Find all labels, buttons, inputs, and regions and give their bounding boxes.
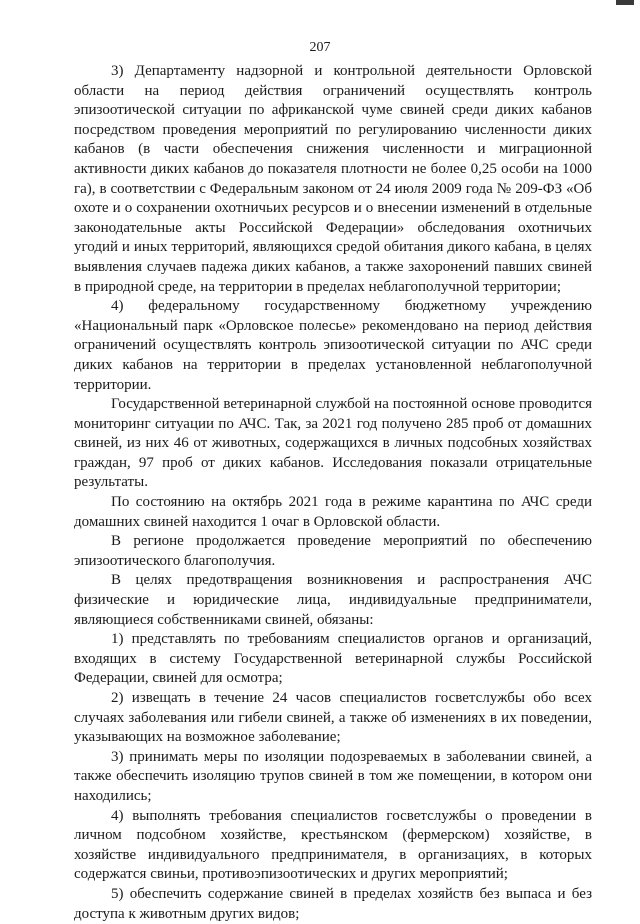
obligation-item-3: 3) принимать меры по изоляции подозреваемых в заболевании свиней, а также обеспечить изоляцию трупов свиней в том же помещении, в котором они находились;	[74, 748, 592, 804]
obligation-item-2: 2) извещать в течение 24 часов специалистов госветслужбы обо всех случаях заболевания или гибели свиней, а также об изменениях в их поведении, указывающих на возможное заболевание;	[74, 690, 592, 746]
paragraph-region-measures: В регионе продолжается проведение мероприятий по обеспечению эпизоотического благополучия.	[74, 533, 592, 569]
paragraph-item-4-national-park: 4) федеральному государственному бюджетному учреждению «Национальный парк «Орловское полесье» рекомендовано на период действия ограничений осуществлять контроль эпизоотической ситуации по АЧС среди диких кабанов на территории в пределах установленной неблагополучной территории.	[74, 298, 592, 393]
paragraph-quarantine-status: По состоянию на октябрь 2021 года в режиме карантина по АЧС среди домашних свиней находится 1 очаг в Орловской области.	[74, 494, 592, 530]
scan-artifact	[616, 0, 634, 5]
obligation-item-1: 1) представлять по требованиям специалистов органов и организаций, входящих в систему Государственной ветеринарной службы Российской Федерации, свиней для осмотра;	[74, 631, 592, 687]
obligation-item-5: 5) обеспечить содержание свиней в пределах хозяйств без выпаса и без доступа к животным других видов;	[74, 885, 592, 922]
paragraph-item-3-department: 3) Департаменту надзорной и контрольной деятельности Орловской области на период действия ограничений осуществлять контроль эпизоотической ситуации по африканской чуме свиней среди диких кабанов посредством проведения мероприятий по регулированию численности диких кабанов (в части обеспечения снижения численности и миграционной активности диких кабанов до показателя плотности не более 0,25 особи на 1000 га), в соответствии с Федеральным законом от 24 июля 2009 года № 209-ФЗ «Об охоте и о сохранении охотничьих ресурсов и о внесении изменений в отдельные законодательные акты Российской Федерации» обследования охотничьих угодий и иных территорий, являющихся средой обитания дикого кабана, в целях выявления случаев падежа диких кабанов, а также захоронений павших свиней в природной среде, на территории в пределах неблагополучной территории;	[74, 63, 592, 295]
obligation-item-4: 4) выполнять требования специалистов госветслужбы о проведении в личном подсобном хозяйстве, крестьянском (фермерском) хозяйстве, в хозяйстве индивидуального предпринимателя, в организациях, в которых содержатся свиньи, противоэпизоотических и других мероприятий;	[74, 807, 592, 883]
page-number: 207	[309, 40, 331, 55]
paragraph-monitoring: Государственной ветеринарной службой на постоянной основе проводится мониторинг ситуации по АЧС. Так, за 2021 год получено 285 проб от домашних свиней, из них 46 от животных, содержащихся в личных подсобных хозяйствах граждан, 97 проб от диких кабанов. Исследования показали отрицательные результаты.	[74, 396, 592, 491]
paragraph-owner-obligations: В целях предотвращения возникновения и распространения АЧС физические и юридические лица, индивидуальные предприниматели, являющиеся собственниками свиней, обязаны:	[74, 572, 592, 628]
document-body	[74, 62, 592, 924]
